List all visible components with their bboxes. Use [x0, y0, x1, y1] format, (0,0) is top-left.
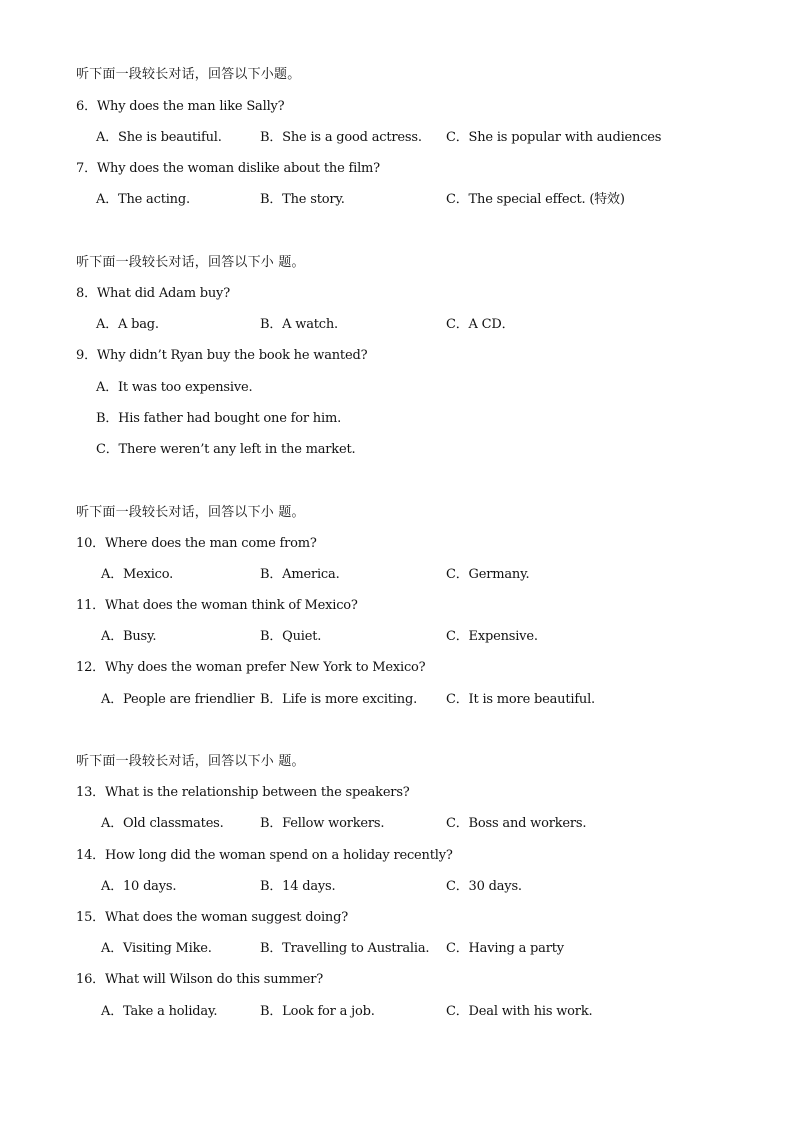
option-11-a[interactable]: A．Busy.: [101, 629, 157, 644]
option-13-c[interactable]: C．Boss and workers.: [446, 816, 587, 831]
option-6-a[interactable]: A．She is beautiful.: [96, 130, 222, 145]
option-16-c[interactable]: C．Deal with his work.: [446, 1004, 593, 1019]
option-10-b[interactable]: B．America.: [260, 567, 340, 582]
option-8-c[interactable]: C．A CD．: [446, 317, 515, 332]
option-12-a[interactable]: A．People are friendlier: [101, 692, 255, 707]
option-8-b[interactable]: B．A watch.: [260, 317, 338, 332]
question-7: 7．Why does the woman dislike about the film?: [76, 161, 380, 176]
question-11: 11．What does the woman think of Mexico?: [76, 598, 358, 613]
section-heading: 听下面一段较长对话，回答以下小 题。: [76, 255, 305, 270]
option-12-c[interactable]: C．It is more beautiful.: [446, 692, 595, 707]
option-10-a[interactable]: A．Mexico.: [101, 567, 174, 582]
option-12-b[interactable]: B．Life is more exciting.: [260, 692, 418, 707]
option-7-a[interactable]: A．The acting.: [96, 192, 190, 207]
option-16-b[interactable]: B．Look for a job.: [260, 1004, 375, 1019]
question-8: 8．What did Adam buy?: [76, 286, 230, 301]
option-9-a[interactable]: A．It was too expensive.: [96, 380, 253, 395]
option-15-a[interactable]: A．Visiting Mike.: [101, 941, 212, 956]
section-heading: 听下面一段较长对话，回答以下小 题。: [76, 754, 305, 769]
option-6-b[interactable]: B．She is a good actress.: [260, 130, 422, 145]
option-15-c[interactable]: C．Having a party: [446, 941, 564, 956]
option-9-b[interactable]: B．His father had bought one for him.: [96, 411, 341, 426]
section-heading: 听下面一段较长对话，回答以下小 题。: [76, 505, 305, 520]
option-14-c[interactable]: C．30 days.: [446, 879, 522, 894]
option-6-c[interactable]: C．She is popular with audiences: [446, 130, 662, 145]
option-11-b[interactable]: B．Quiet.: [260, 629, 322, 644]
question-13: 13．What is the relationship between the speakers?: [76, 785, 410, 800]
question-6: 6．Why does the man like Sally?: [76, 99, 285, 114]
option-15-b[interactable]: B．Travelling to Australia.: [260, 941, 430, 956]
option-10-c[interactable]: C．Germany.: [446, 567, 530, 582]
option-13-b[interactable]: B．Fellow workers.: [260, 816, 385, 831]
option-14-b[interactable]: B．14 days.: [260, 879, 336, 894]
question-15: 15．What does the woman suggest doing?: [76, 910, 348, 925]
option-7-b[interactable]: B．The story.: [260, 192, 345, 207]
option-11-c[interactable]: C．Expensive.: [446, 629, 538, 644]
question-16: 16．What will Wilson do this summer?: [76, 972, 323, 987]
question-10: 10．Where does the man come from?: [76, 536, 317, 551]
option-9-c[interactable]: C．There weren’t any left in the market.: [96, 442, 356, 457]
question-14: 14．How long did the woman spend on a holiday recently?: [76, 848, 453, 863]
option-8-a[interactable]: A．A bag.: [96, 317, 159, 332]
option-7-c[interactable]: C．The special effect. (特效): [446, 192, 625, 207]
section-heading: 听下面一段较长对话，回答以下小题。: [76, 67, 301, 82]
option-13-a[interactable]: A．Old classmates.: [101, 816, 224, 831]
question-12: 12．Why does the woman prefer New York to Mexico?: [76, 660, 426, 675]
option-14-a[interactable]: A．10 days.: [101, 879, 177, 894]
option-16-a[interactable]: A．Take a holiday.: [101, 1004, 218, 1019]
question-9: 9．Why didn’t Ryan buy the book he wanted?: [76, 348, 368, 363]
